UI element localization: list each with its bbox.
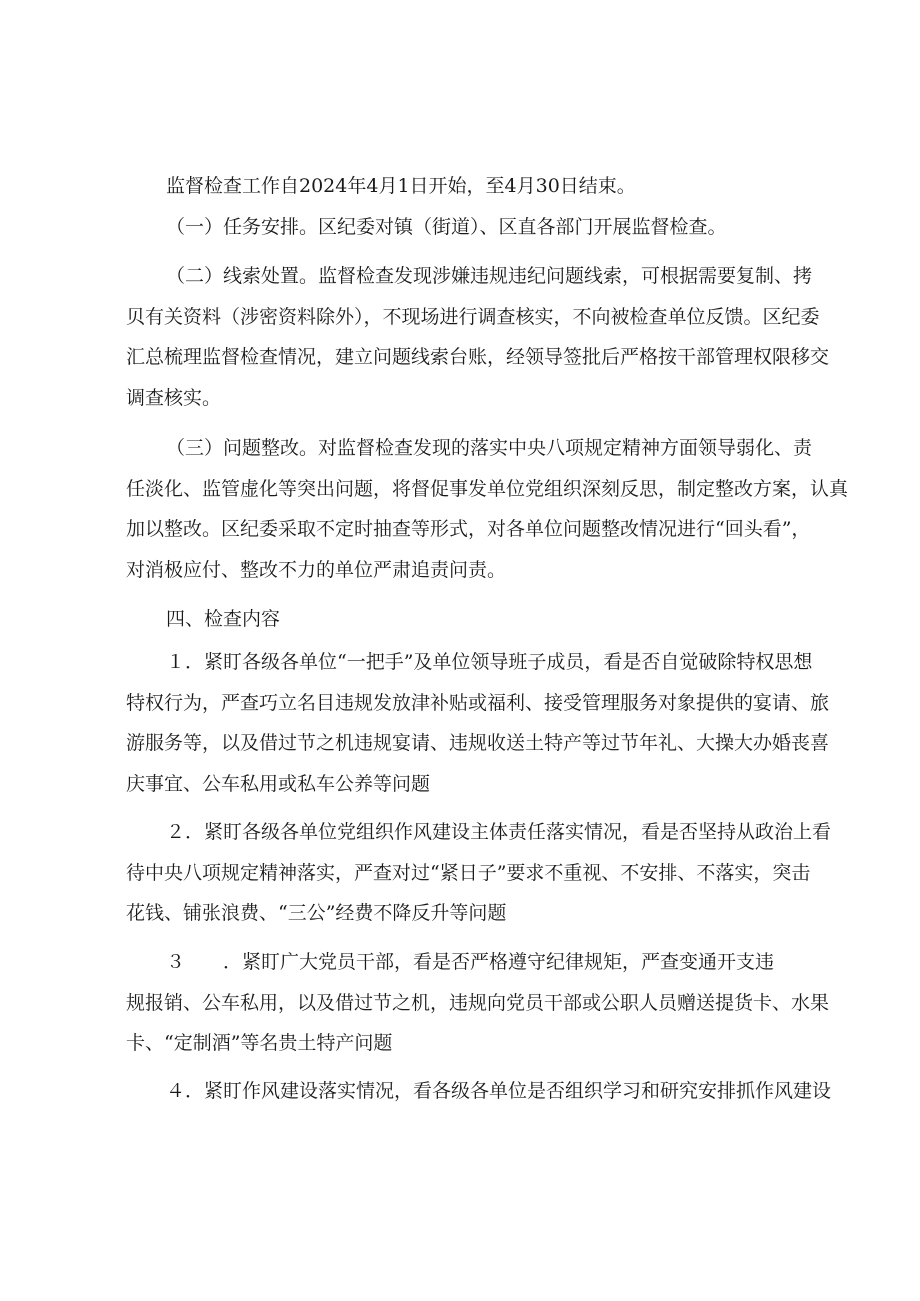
text-line: 花钱、铺张浪费、“三公”经费不降反升等问题: [126, 902, 507, 924]
text-line: 加以整改。区纪委采取不定时抽查等形式，对各单位问题整改情况进行“回头看”，: [126, 518, 811, 540]
section-heading: 四、检查内容: [166, 608, 281, 630]
text-line: 贝有关资料（涉密资料除外），不现场进行调查核实，不向被检查单位反馈。区纪委: [126, 305, 820, 328]
text-line: ３ ．紧盯广大党员干部，看是否严格遵守纪律规矩，严查变通开支违: [166, 951, 775, 973]
text-line: 监督检查工作自2024年4月1日开始，至4月30日结束。: [166, 175, 636, 197]
text-line: 对消极应付、整改不力的单位严肃追责问责。: [126, 558, 507, 581]
text-line: 待中央八项规定精神落实，严查对过“紧日子”要求不重视、不安排、不落实，突击: [126, 861, 811, 884]
text-line: 规报销、公车私用，以及借过节之机，违规向党员干部或公职人员赠送提货卡、水果: [126, 991, 830, 1014]
paragraph-clue-handling: [126, 256, 830, 418]
text-line: 汇总梳理监督检查情况，建立问题线索台账，经领导签批后严格按干部管理权限移交: [126, 346, 830, 368]
paragraph-item-4: [126, 1071, 832, 1112]
text-line: 庆事宜、公车私用或私车公养等问题: [126, 772, 431, 795]
text-line: （三）问题整改。对监督检查发现的落实中央八项规定精神方面领导弱化、责: [166, 437, 813, 459]
text-line: （二）线索处置。监督检查发现涉嫌违规违纪问题线索，可根据需要复制、拷: [166, 265, 813, 287]
text-line: （一）任务安排。区纪委对镇（街道）、区直各部门开展监督检查。: [166, 216, 727, 238]
paragraph-item-3: [126, 942, 830, 1064]
text-line: 任淡化、监管虚化等突出问题，将督促事发单位党组织深刻反思，制定整改方案，认真: [126, 477, 849, 500]
text-line: 游服务等，以及借过节之机违规宴请、违规收送土特产等过节年礼、大操大办婚丧喜: [126, 732, 830, 754]
text-line: 特权行为，严查巧立名目违规发放津补贴或福利、接受管理服务对象提供的宴请、旅: [126, 691, 830, 714]
section-heading-inspection-content: [166, 599, 826, 640]
text-line: ４．紧盯作风建设落实情况，看各级各单位是否组织学习和研究安排抓作风建设: [166, 1080, 832, 1102]
paragraph-task-arrangement: [166, 207, 826, 248]
paragraph-schedule: [166, 166, 826, 207]
text-line: ２．紧盯各级各单位党组织作风建设主体责任落实情况，看是否坚持从政治上看: [166, 821, 832, 843]
paragraph-item-2: [126, 812, 832, 934]
paragraph-item-1: [126, 642, 830, 804]
text-line: 调查核实。: [126, 386, 222, 409]
paragraph-rectification: [126, 428, 849, 590]
text-line: １．紧盯各级各单位“一把手”及单位领导班子成员，看是否自觉破除特权思想: [166, 651, 813, 673]
text-line: 卡、“定制酒”等名贵土特产问题: [126, 1032, 393, 1054]
